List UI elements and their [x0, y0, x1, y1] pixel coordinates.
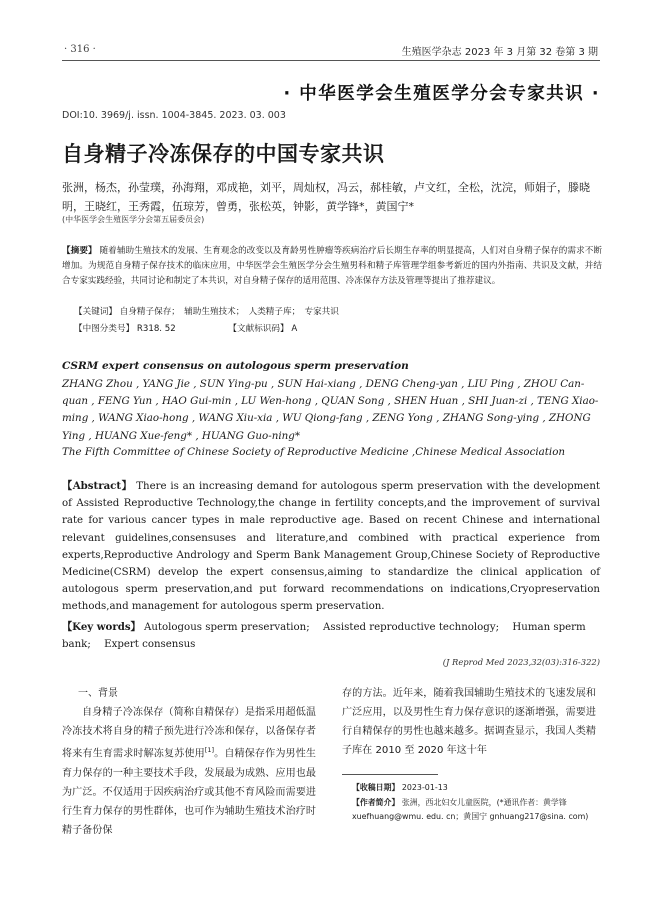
section-heading: 一、背景 [78, 688, 118, 699]
keywords-en-label: 【Key words】 [62, 621, 141, 633]
authors-en: ZHANG Zhou , YANG Jie , SUN Ying-pu , SUN Hai-xiang , DENG Cheng-yan , LIU Ping , ZHOU Can-quan , FENG Yun , HAO Gui-min , LU Wen-hong , QUAN Song , SHEN Huan , SHI Juan-zi , TENG Xiao-ming , WANG Xiao-hong , WANG Xiu-xia , WU Qiong-fang , ZENG Yong , ZHANG Song-ying , ZHONG Ying , HUANG Xue-feng* , HUANG Guo-ning* [62, 378, 599, 442]
abstract-en-text: There is an increasing demand for autologous sperm preservation with the development of Assisted Reproductive Technology,the change in fertility concepts,and the improvement of survival rate for various cancer types in male reproductive age. Based on recent Chinese and international relevant guidelines,consensuses and literature,and combined with practical experience from experts,Reproductive Andrology and Sperm Bank Management Group,Chinese Society of Reproductive Medicine(CSRM) develop the expert consensus,aiming to standardize the clinical application of autologous sperm preservation,and put forward recommendations on indications,Cryopreservation methods,and management for autologous sperm preservation. [62, 481, 600, 613]
class-label: 【中图分类号】 [74, 324, 135, 334]
reference-marker: [1] [204, 746, 215, 755]
doi: DOI:10. 3969/j. issn. 1004-3845. 2023. 03. 003 [62, 110, 286, 121]
author-note-label: 【作者简介】 [352, 797, 400, 807]
received-label: 【收稿日期】 [352, 783, 400, 792]
authors-cn: 张洲，杨杰，孙莹璞，孙海翔，邓成艳，刘平，周灿权，冯云，郝桂敏，卢文红，全松，沈浣，师娟子，滕晓明，王晓红，王秀霞，伍琼芳，曾勇，张松英，钟影，黄学锋*，黄国宁* [62, 181, 590, 213]
body-paragraph-left [62, 703, 316, 840]
header-rule [62, 60, 600, 61]
keywords-en [62, 619, 600, 653]
article-title-en: CSRM expert consensus on autologous sperm preservation [62, 360, 409, 372]
section-banner: · 中华医学会生殖医学分会专家共识 · [283, 84, 600, 104]
body-paragraph-right: 存的方法。近年来，随着我国辅助生殖技术的飞速发展和广泛应用，以及男性生育力保存意识的逐渐增强，需要进行自精保存的男性也越来越多。据调查显示，我国人类精子库在 2010 至 2020 年这十年 [342, 688, 596, 757]
doc-code-label: 【文献标识码】 [228, 324, 289, 334]
body-right-column [342, 684, 596, 760]
keywords-cn [74, 305, 594, 317]
abstract-cn-label: 【摘要】 [62, 246, 97, 256]
author-note-value: 张洲，西北妇女儿童医院，(*通讯作者：黄学锋 xuefhuang@wmu. edu. cn；黄国宁 gnhuang217@sina. com) [352, 797, 589, 821]
doc-code-value: A [291, 324, 298, 334]
footnote-rule [342, 774, 438, 775]
left-para-tail: 。自精保存作为男性生育力保存的一种主要技术手段，发展最为成熟、应用也最为广泛。不仅适用于因疾病治疗或其他不育风险而需要进行生育力保存的男性群体，也可作为辅助生殖技术治疗时精子备份保 [62, 748, 317, 837]
keywords-en-text: Autologous sperm preservation; Assisted reproductive technology; Human sperm bank; Expert consensus [62, 622, 586, 651]
abstract-cn [62, 244, 602, 290]
article-title-cn: 自身精子冷冻保存的中国专家共识 [62, 142, 385, 166]
left-para-text: 自身精子冷冻保存（简称自精保存）是指采用超低温冷冻技术将自身的精子预先进行冷冻和保存，以备保存者将来有生育需求时解冻复苏使用 [62, 707, 316, 760]
received-value: 2023-01-13 [401, 783, 448, 792]
citation: (J Reprod Med 2023,32(03):316-322) [442, 657, 600, 667]
journal-issue: 生殖医学杂志 2023 年 3 月第 32 卷第 3 期 [401, 47, 598, 58]
footnotes [352, 781, 610, 825]
affiliation-cn: (中华医学会生殖医学分会第五届委员会) [62, 215, 205, 224]
abstract-cn-text: 随着辅助生殖技术的发展、生育观念的改变以及育龄男性肿瘤等疾病治疗后长期生存率的明显提高，人们对自身精子保存的需求不断增加。为规范自身精子保存技术的临床应用，中华医学会生殖医学分会生殖男科和精子库管理学组参考新近的国内外指南、共识及文献，并结合专家实践经验，共同讨论和制定了本共识，对自身精子保存的适用范围、冷冻保存方法及管理等提出了推荐建议。 [62, 246, 602, 287]
body-left-column [62, 684, 316, 840]
abstract-en-label: 【Abstract】 [62, 480, 133, 492]
abstract-en [62, 478, 600, 616]
author-note [352, 796, 610, 825]
keywords-cn-label: 【关键词】 [74, 307, 117, 317]
class-value: R318. 52 [136, 324, 176, 334]
affiliation-en: The Fifth Committee of Chinese Society of Reproductive Medicine ,Chinese Medical Association [62, 446, 566, 458]
classification-cn [74, 322, 594, 334]
received-date [352, 781, 610, 796]
keywords-cn-text: 自身精子保存； 辅助生殖技术； 人类精子库； 专家共识 [119, 307, 339, 317]
page-number: · 316 · [64, 44, 96, 55]
